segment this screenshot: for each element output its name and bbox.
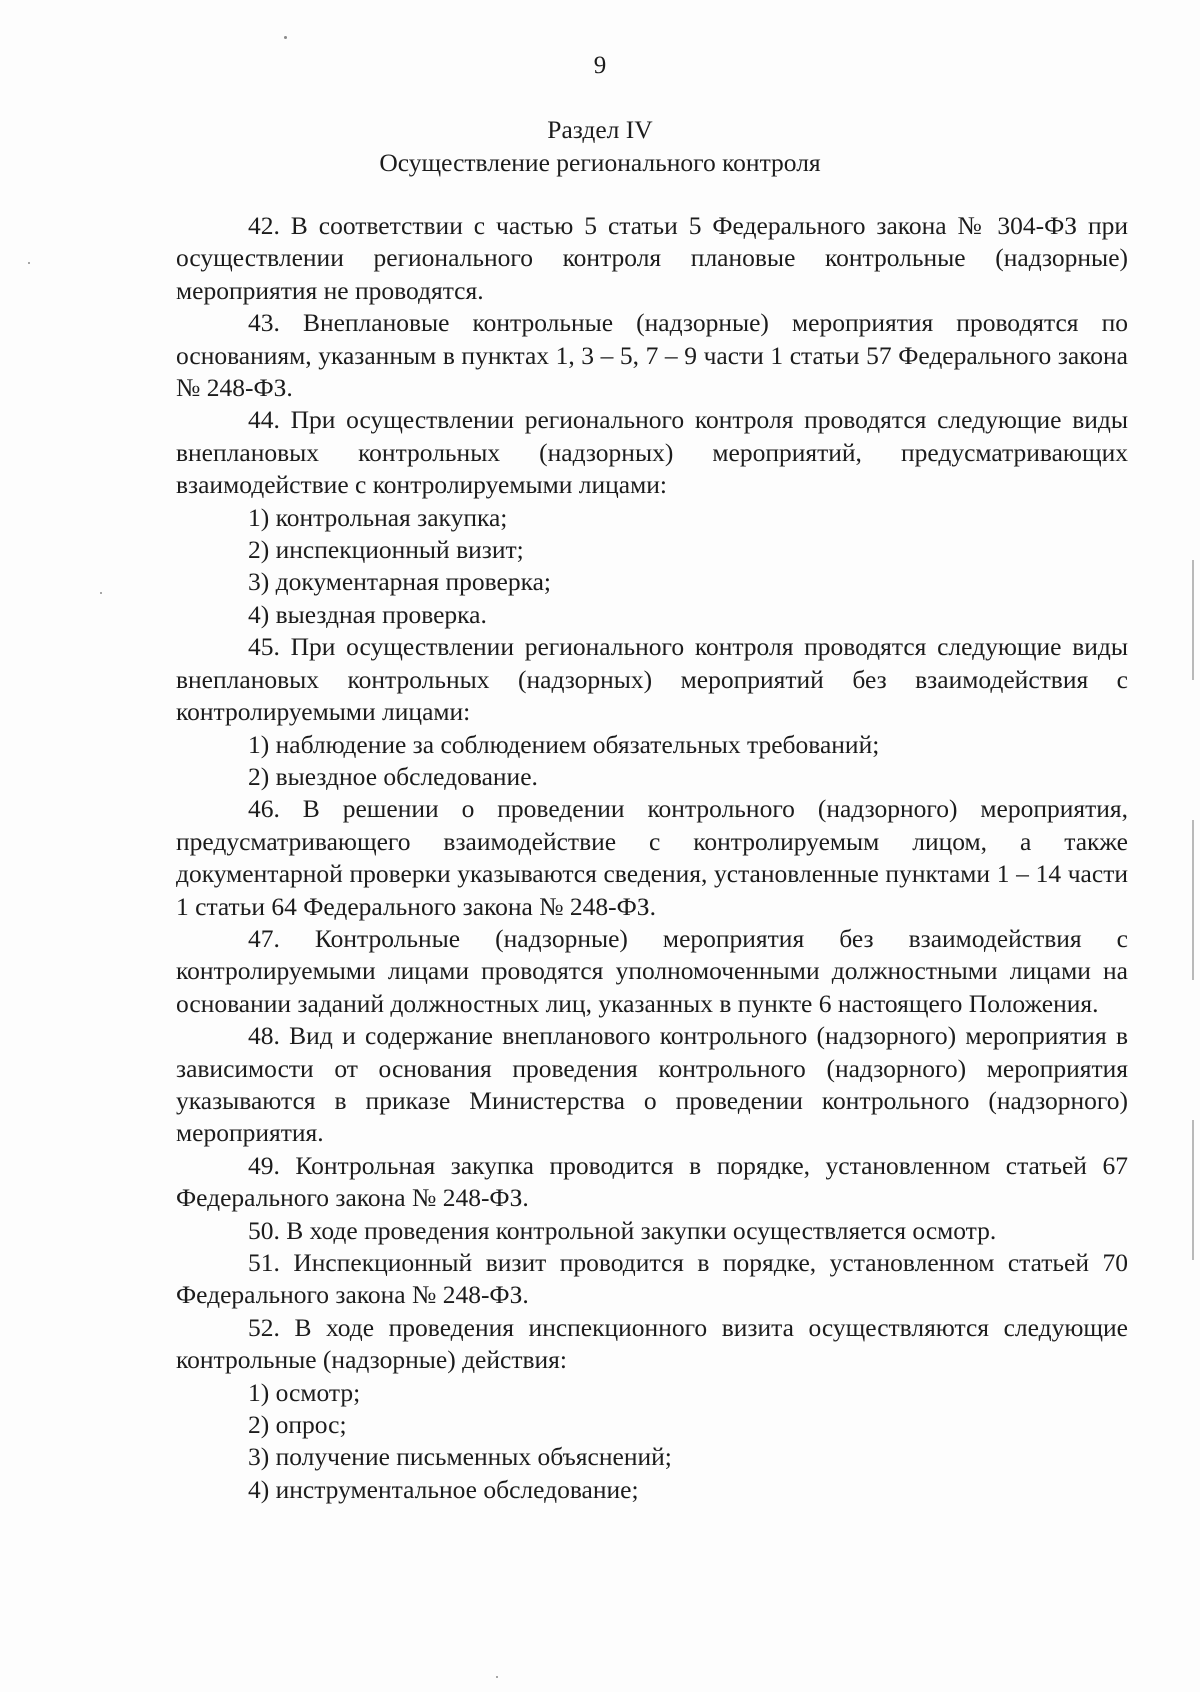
list-item: 4) инструментальное обследование;	[248, 1474, 639, 1504]
paragraph-52: 52. В ходе проведения инспекционного визита осуществляются следующие контрольные (надзорные) действия:	[176, 1312, 1128, 1375]
paragraph-50: 50. В ходе проведения контрольной закупки осуществляется осмотр.	[248, 1215, 997, 1245]
paragraph-44: 44. При осуществлении регионального контроля проводятся следующие виды внеплановых контрольных (надзорных) мероприятий, предусматривающих взаимодействие с контролируемыми лицами:	[176, 405, 1128, 500]
page-number: 9	[593, 52, 607, 79]
list-item: 1) осмотр;	[248, 1377, 361, 1407]
list-item: 1) контрольная закупка;	[248, 502, 508, 532]
list-item: 1) наблюдение за соблюдением обязательных требований;	[248, 729, 880, 759]
list-item: 4) выездная проверка.	[248, 599, 487, 629]
list-item: 2) опрос;	[248, 1410, 347, 1440]
paragraph-51: 51. Инспекционный визит проводится в порядке, установленном статьей 70 Федерального закона № 248-ФЗ.	[176, 1248, 1128, 1310]
paragraph-43: 43. Внеплановые контрольные (надзорные) мероприятия проводятся по основаниям, указанным в пунктах 1, 3 – 5, 7 – 9 части 1 статьи 57 Федерального закона № 248-ФЗ.	[176, 308, 1128, 403]
section-title: Раздел IV	[547, 115, 653, 144]
list-item: 2) инспекционный визит;	[248, 535, 524, 565]
list-item: 3) документарная проверка;	[248, 567, 551, 597]
scan-speck	[28, 262, 30, 264]
scan-speck	[496, 1676, 498, 1678]
section-subtitle: Осуществление регионального контроля	[379, 148, 821, 177]
scan-edge-mark	[1192, 560, 1194, 680]
scan-speck	[284, 36, 287, 39]
scan-speck	[100, 592, 102, 594]
list-item: 3) получение письменных объяснений;	[248, 1442, 672, 1472]
paragraph-45: 45. При осуществлении регионального контроля проводятся следующие виды внеплановых контрольных (надзорных) мероприятий без взаимодействия с контролируемыми лицами:	[176, 632, 1128, 727]
paragraph-49: 49. Контрольная закупка проводится в порядке, установленном статьей 67 Федерального закона № 248-ФЗ.	[176, 1150, 1128, 1213]
paragraph-42: 42. В соответствии с частью 5 статьи 5 Федерального закона № 304-ФЗ при осуществлении регионального контроля плановые контрольные (надзорные) мероприятия не проводятся.	[176, 211, 1128, 305]
paragraph-47: 47. Контрольные (надзорные) мероприятия без взаимодействия с контролируемыми лицами проводятся уполномоченными должностными лицами на основании заданий должностных лиц, указанных в пункте 6 настоящего Положения.	[176, 923, 1128, 1018]
scan-edge-mark	[1192, 820, 1194, 980]
scan-edge-mark	[1192, 1120, 1194, 1260]
paragraph-48: 48. Вид и содержание внепланового контрольного (надзорного) мероприятия в зависимости от основания проведения контрольного (надзорного) мероприятия указываются в приказе Министерства о проведении контрольного (надзорного) мероприятия.	[176, 1021, 1128, 1148]
section-heading	[0, 113, 1200, 179]
document-body	[176, 210, 1128, 1506]
paragraph-46: 46. В решении о проведении контрольного (надзорного) мероприятия, предусматривающего взаимодействие с контролируемым лицом, а также документарной проверки указываются сведения, установленные пунктами 1 – 14 части 1 статьи 64 Федерального закона № 248-ФЗ.	[176, 794, 1128, 921]
list-item: 2) выездное обследование.	[248, 761, 538, 791]
